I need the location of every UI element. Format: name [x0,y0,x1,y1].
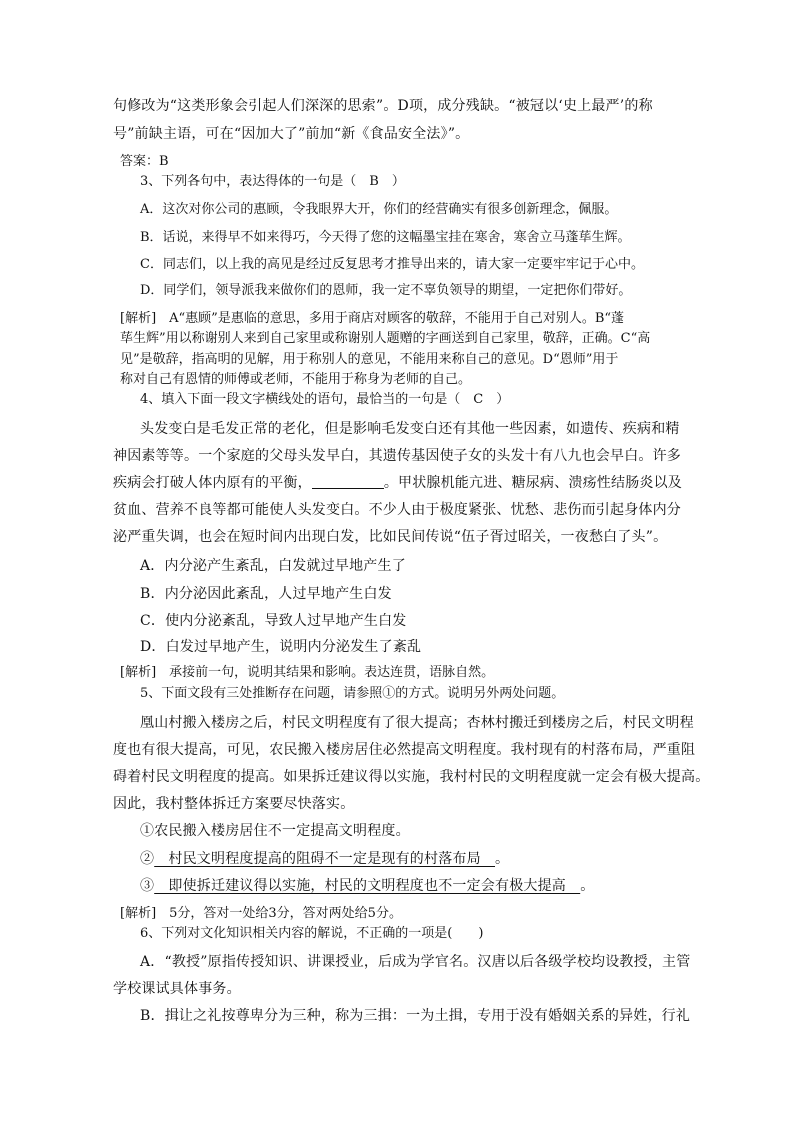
item-end: 。 [580,878,595,894]
fill-in-blank [312,474,384,489]
option-d: D．白发过早地产生，说明内分泌发生了紊乱 [140,639,422,655]
analysis-line: 荜生辉”用以称谢别人来到自己家里或称谢别人题赠的字画送到自己家里，敬辞，正确。C“高 [120,331,651,346]
paragraph-line: 头发变白是毛发正常的老化，但是影响毛发变白还有其他一些因素，如遗传、疾病和精 [140,421,680,437]
option-a: A．“教授”原指传授知识、讲课授业，后成为学官名。汉唐以后各级学校均设教授，主管 [140,954,691,970]
option-a: A．这次对你公司的惠顾，令我眼界大开，你们的经营确实有很多创新理念，佩服。 [140,202,618,217]
answer-line: 答案：B [120,154,169,169]
option-c: C．使内分泌紊乱，导致人过早地产生白发 [140,613,407,629]
option-a: A．内分泌产生紊乱，白发就过早地产生了 [140,558,406,574]
analysis-line: [解析] 5分，答对一处给3分，答对两处给5分。 [120,906,402,921]
answer-item-2 [140,850,509,868]
option-b: B．话说，来得早不如来得巧，今天得了您的这幅墨宝挂在寒舍，寒舍立马蓬荜生辉。 [140,230,631,245]
item-marker: ③ [140,878,155,894]
paragraph-line: 神因素等等。一个家庭的父母头发早白，其遗传基因使子女的头发十有八九也会早白。许多 [113,448,681,464]
answer-item-1: ①农民搬入楼房居住不一定提高文明程度。 [140,823,410,839]
analysis-line: [解析] 承接前一句，说明其结果和影响。表达连贯，语脉自然。 [120,665,495,680]
paragraph-line: 碍着村民文明程度的提高。如果拆迁建议得以实施，我村村民的文明程度就一定会有极大提高。 [113,769,710,785]
item-marker: ② [140,851,155,867]
paragraph-line: 贫血、营养不良等都可能使人头发变白。不少人由于极度紧张、忧愁、悲伤而引起身体内分 [113,502,681,518]
paragraph-line: 度也有很大提高，可见，农民搬入楼房居住必然提高文明程度。我村现有的村落布局，严重阻 [113,742,696,758]
option-d: D．同学们，领导派我来做你们的恩师，我一定不辜负领导的期望，一定把你们带好。 [140,283,632,298]
question-4: 4、填入下面一段文字横线处的语句，最恰当的一句是（ C ） [140,392,510,407]
paragraph-line [113,474,682,492]
question-5: 5、下面文段有三处推断存在问题，请参照①的方式。说明另外两处问题。 [140,686,565,701]
paragraph-line: 号”前缺主语，可在“因加大了”前加“新《食品安全法》”。 [113,126,470,142]
question-6: 6、下列对文化知识相关内容的解说，不正确的一项是( ) [140,926,484,941]
paragraph-line: 句修改为“这类形象会引起人们深深的思索”。D项，成分残缺。“被冠以‘史上最严’的称 [113,98,653,114]
question-3: 3、下列各句中，表达得体的一句是（ B ） [140,174,405,189]
underlined-answer: 村民文明程度提高的阻碍不一定是现有的村落布局 [154,851,496,867]
analysis-line: [解析] A“惠顾”是惠临的意思，多用于商店对顾客的敬辞，不能用于自己对别人。B“蓬 [120,311,625,326]
analysis-line: 称对自己有恩情的师傅或老师，不能用于称身为老师的自己。 [120,372,472,387]
paragraph-text: 疾病会打破人体内原有的平衡， [113,475,312,491]
option-c: C．同志们，以上我的高见是经过反复思考才推导出来的，请大家一定要牢牢记于心中。 [140,257,644,272]
paragraph-text: 。甲状腺机能亢进、糖尿病、溃疡性结肠炎以及 [383,475,683,491]
paragraph-line: 凰山村搬入楼房之后，村民文明程度有了很大提高；杏林村搬迁到楼房之后，村民文明程 [140,715,694,731]
analysis-line: 见”是敬辞，指高明的见解，用于称别人的意见，不能用来称自己的意见。D“恩师”用于 [120,352,619,367]
underlined-answer: 即使拆迁建议得以实施，村民的文明程度也不一定会有极大提高 [154,878,581,894]
answer-item-3 [140,877,594,895]
item-end: 。 [495,851,510,867]
option-b: B．内分泌因此紊乱，人过早地产生白发 [140,586,392,602]
paragraph-line: 因此，我村整体拆迁方案要尽快落实。 [113,796,355,812]
paragraph-line: 学校课试具体事务。 [113,981,241,997]
option-b: B．揖让之礼按尊卑分为三种，称为三揖：一为土揖，专用于没有婚姻关系的异姓，行礼 [140,1008,691,1024]
paragraph-line: 泌严重失调，也会在短时间内出现白发，比如民间传说“伍子胥过昭关，一夜愁白了头”。 [113,529,668,545]
